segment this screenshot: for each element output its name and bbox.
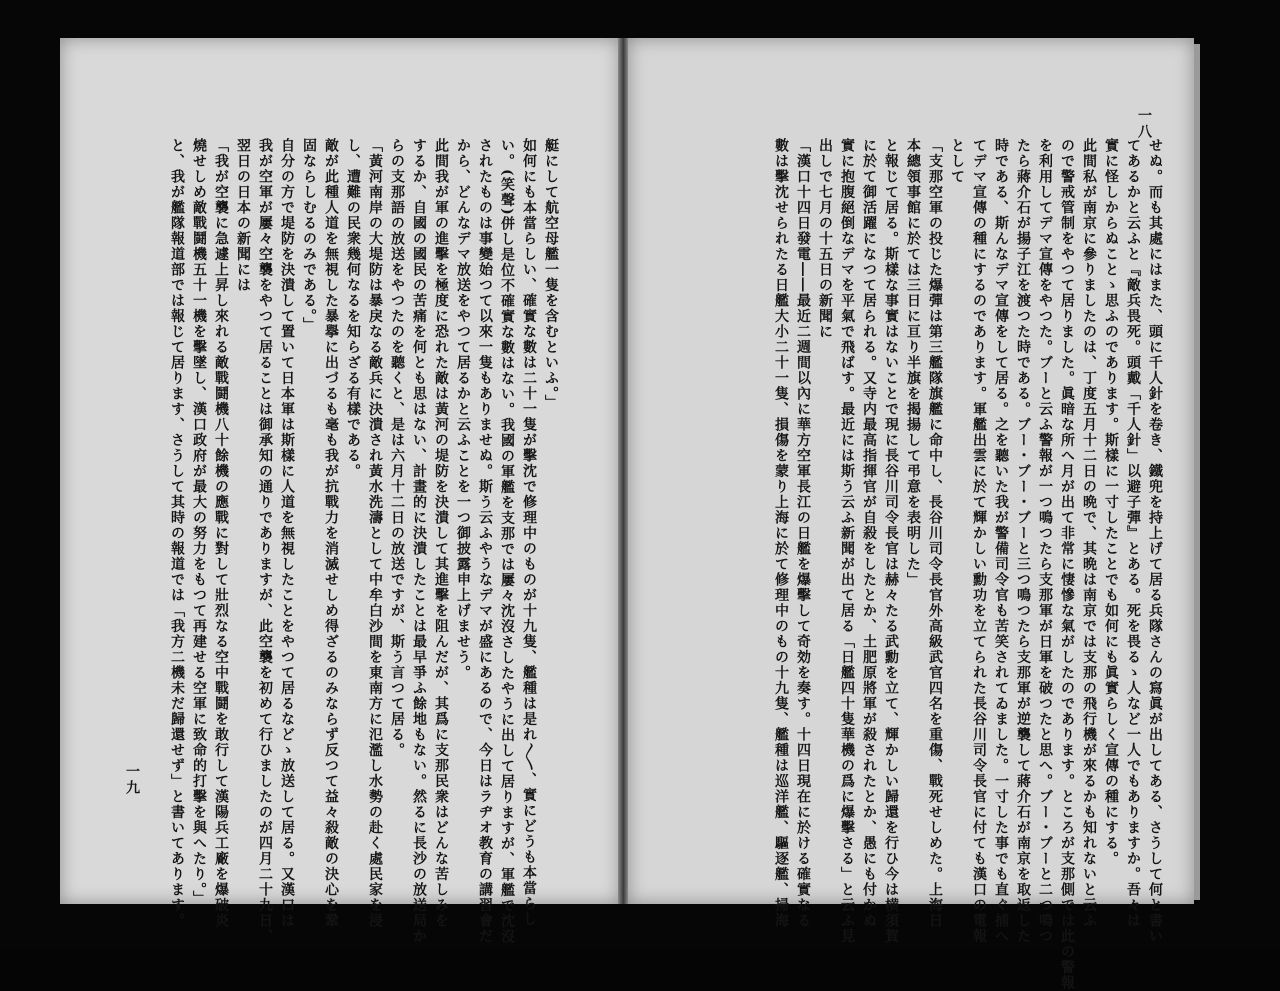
- text-line: い。(笑聲)併し是位不確實な數はない。我國の軍艦を支那では屢々沈沒さしたやうに出して居りますが、軍艦で沈沒: [499, 138, 515, 945]
- text-line: 數は擊沈せられたる日艦大小二十一隻、損傷を蒙り上海に於て修理中のもの十九隻、艦種は巡洋艦、驅逐艦、掃海: [773, 138, 789, 929]
- text-line: らの支那語の放送をやつたのを聽くと、是は六月十二日の放送ですが、斯う言つて居る。: [389, 138, 405, 758]
- left-page-text: [166, 138, 562, 945]
- right-page: [628, 38, 1194, 991]
- text-line: 「漢口十四日發電――最近二週間以內に華方空軍長江の日艦を爆擊して奇効を奏す。十四日現在に於ける確實なる: [795, 138, 811, 929]
- text-line: ので警戒管制をやつて居りました。眞暗な所へ月が出て非常に悽慘な氣がしたのであります。ところが支那側では此の警報: [1059, 138, 1075, 991]
- text-line: 實に怪しからぬことゝ思ふのであります。斯樣に一寸したことでも如何にも眞實らしく宣傳の種にする。: [1103, 138, 1119, 867]
- right-page-text: [770, 138, 1166, 991]
- text-line: 翌日の日本の新聞には: [235, 138, 251, 293]
- text-line: 「黃河南岸の大堤防は暴戾なる敵兵に決潰され黃水洗濤として中牟白沙間を東南方に氾濫し水勢の赴く處民家を浸: [367, 138, 383, 929]
- text-line: 自分の方で堤防を決潰して置いて日本軍は斯樣に人道を無視したことをやつて居るなどゝ放送して居る。又漢口は: [279, 138, 295, 929]
- text-line: 此間私が南京に參りましたのは、丁度五月十二日の晩で、其晩は南京では支那の飛行機が來るかも知れないと云ふ: [1081, 138, 1097, 929]
- text-line: されたものは事變始つて以來一隻もありませぬ。斯う云ふやうなデマが盛にあるので、今日はラヂオ教育の講習會だ: [477, 138, 493, 944]
- text-line: と報じて居る。斯樣な事實はないことで現に長谷川司令長官は赫々たる武勳を立て、輝かしい歸還を行ひ今は横須賀: [883, 138, 899, 944]
- text-line: 本總領事館に於ては三日に亘り半旗を揭揚して弔意を表明した」: [905, 138, 921, 588]
- text-line: として: [949, 138, 965, 185]
- right-page-number: 一八: [1136, 108, 1152, 140]
- text-line: たら蔣介石が揚子江を渡つた時である。ブー・ブー・ブーと三つ鳴つたら支那軍が逆襲して蔣介石が南京を取返した: [1015, 138, 1031, 944]
- text-line: てあるかと云ふと『敵兵畏死。頭戴「千人針」以避子彈』とある。死を畏るゝ人など一人でもありますか。吾々は: [1125, 138, 1141, 929]
- text-line: と、我が艦隊報道部では報じて居ります、さうして其時の報道では「我方二機未だ歸還せず」と書いてあります。: [169, 138, 185, 929]
- text-line: し、遭難の民衆幾何なるを知らざる有樣である。: [345, 138, 361, 479]
- text-line: 出しで七月の十五日の新聞に: [817, 138, 833, 340]
- text-line: 實に抱腹絕倒なデマを平氣で飛ばす。最近には斯う云ふ新聞が出て居る「日艦四十隻華機の爲に爆擊さる」と云ふ見: [839, 138, 855, 944]
- left-page: [60, 38, 620, 945]
- text-line: 時である、斯んなデマ宣傳をして居る。之を聽いた我が警備司令官も苦笑されてゐました。一寸した事でも直ぐ捕へ: [993, 138, 1009, 944]
- text-line: せぬ。而も其處にはまた、頭に千人針を卷き、鐵兜を持上げて居る兵隊さんの寫眞が出してある、さうして何と書い: [1147, 138, 1163, 944]
- left-page-number: 一九: [124, 764, 140, 796]
- text-line: てデマ宣傳の種にするのであります。軍艦出雲に於て輝かしい勳功を立てられた長谷川司令長官に付ても漢口の電報: [971, 138, 987, 944]
- text-line: 「支那空軍の投じた爆彈は第三艦隊旗艦に命中し、長谷川司令長官外高級武官四名を重傷、戰死せしめた。上海日: [927, 138, 943, 929]
- text-line: 燒せしめ敵戰鬪機五十一機を擊墜し、漢口政府が最大の努力をもつて再建せる空軍に致命的打擊を與へたり。」: [191, 138, 207, 906]
- text-line: 「我が空襲に急遽上昇し來れる敵戰鬪機八十餘機の應戰に對して壯烈なる空中戰鬪を敢行して漢陽兵工廠を爆破炎: [213, 138, 229, 929]
- text-line: 敵が此種人道を無視した暴擧に出づるも毫も我が抗戰力を消滅せしめ得ざるのみならず反つて益々殺敵の決心を鞏: [323, 138, 339, 929]
- text-line: するか、自國の國民の苦痛を何とも思はない、計畫的に決潰したことは最早爭ふ餘地もない。然るに長沙の放送局か: [411, 138, 427, 944]
- text-line: 固ならしむるのみである。」: [301, 138, 317, 333]
- text-line: 此間我が軍の進擊を極度に恐れた敵は黃河の堤防を決潰して其進擊を阻んだが、其爲に支那民衆はどんな苦しみを: [433, 138, 449, 929]
- text-line: 如何にも本當らしい、確實な數は二十一隻が擊沈で修理中のものが十九隻、艦種は是れ〳〵、實にどうも本當らし: [521, 138, 537, 927]
- page-edge: [1194, 44, 1200, 900]
- text-line: から、どんなデマ放送をやつて居るかと云ふことを一つ御披露申上げませう。: [455, 138, 471, 681]
- text-line: 我が空軍が屢々空襲をやつて居ることは御承知の通りでありますが、此空襲を初めて行ひましたのが四月二十九日、: [257, 138, 273, 944]
- text-line: を利用してデマ宣傳をやつた。ブーと云ふ警報が一つ鳴つたら支那軍が日軍を破つたと思へ。ブー・ブーと二つ鳴つ: [1037, 138, 1053, 944]
- text-line: 艇にして航空母艦一隻を含むといふ。」: [543, 138, 559, 410]
- text-line: に於て御活躍になつて居られる。又寺内最高指揮官が自殺をしたとか、土肥原將軍が殺されたとか、愚にも付かぬ: [861, 138, 877, 929]
